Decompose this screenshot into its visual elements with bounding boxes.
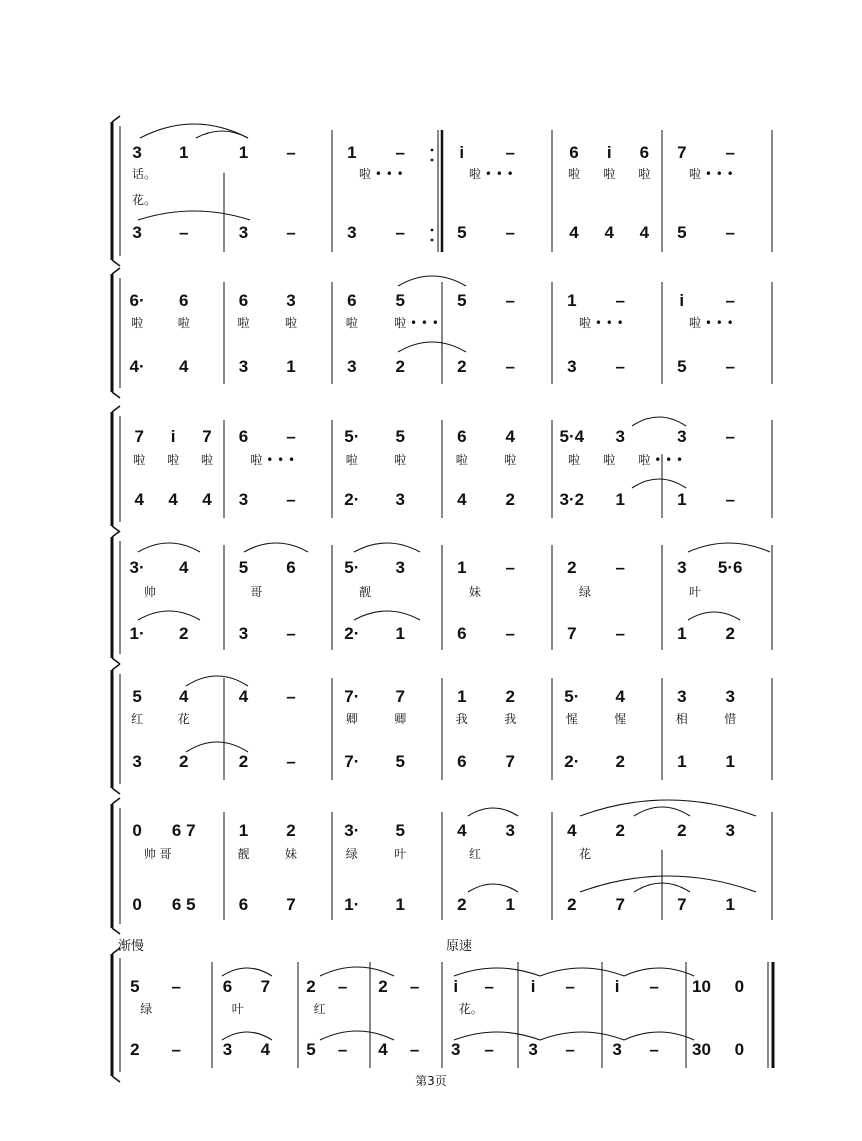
lyric-syllable: 卿	[345, 712, 358, 726]
lower-note: 3	[347, 357, 357, 376]
upper-note: 5	[130, 977, 140, 996]
lower-note: 2	[178, 752, 189, 771]
system-bracket-cap	[112, 531, 120, 537]
upper-note: 5·4	[559, 427, 585, 446]
lower-note: 1	[395, 895, 405, 914]
lower-note: 7	[505, 752, 515, 771]
lower-note: 3	[238, 624, 249, 643]
slur	[244, 543, 308, 552]
lower-note: 2·	[344, 490, 360, 509]
lower-note: 4	[378, 1040, 388, 1059]
lower-note: –	[286, 752, 296, 771]
upper-note: 3	[725, 821, 735, 840]
upper-note: 3	[677, 687, 687, 706]
upper-note: 2	[505, 687, 515, 706]
upper-note: –	[565, 977, 575, 996]
lower-note: 5	[395, 752, 405, 771]
lower-note: 2	[457, 895, 467, 914]
upper-note: 6	[457, 427, 467, 446]
lyric-syllable: 啦 • • •	[469, 167, 514, 181]
ritardando-mark: 渐慢	[118, 939, 145, 954]
upper-note: 3·	[344, 821, 360, 840]
upper-note: 3	[615, 427, 625, 446]
tie	[186, 742, 248, 752]
lower-note: 4	[569, 223, 579, 242]
system-bracket-cap	[112, 664, 120, 670]
upper-note: 6	[347, 291, 357, 310]
upper-note: 7	[677, 143, 687, 162]
lower-note: 2	[178, 624, 189, 643]
lyric-syllable: 红	[131, 712, 144, 726]
lower-note: –	[286, 223, 296, 242]
lyric-syllable: 惜	[724, 712, 737, 726]
lyric-syllable: 啦	[345, 453, 358, 467]
lower-note: 3	[132, 223, 142, 242]
upper-note: 1	[238, 143, 249, 162]
system-bracket-cap	[112, 788, 120, 794]
lower-note: 3	[528, 1040, 538, 1059]
upper-note: 4	[457, 821, 467, 840]
lower-note: 6 5	[171, 895, 196, 914]
lower-note: –	[286, 490, 296, 509]
lower-note: 3	[238, 490, 249, 509]
lyric-syllable: 绿	[140, 1002, 153, 1016]
upper-note: 4	[615, 687, 625, 706]
slur	[688, 612, 740, 620]
lower-note: 4	[260, 1040, 271, 1059]
upper-note: 7	[134, 427, 144, 446]
slur	[222, 1032, 272, 1040]
lyric-syllable: 我	[455, 712, 468, 726]
lower-note: –	[484, 1040, 494, 1059]
upper-note: 7	[260, 977, 271, 996]
lower-note: 4·	[129, 357, 145, 376]
upper-note: 2	[615, 821, 625, 840]
tie	[454, 1032, 540, 1040]
lower-note: –	[505, 624, 515, 643]
lower-note: –	[171, 1040, 182, 1059]
slur	[138, 543, 200, 552]
upper-note: i	[606, 143, 612, 162]
slur	[138, 611, 200, 620]
lower-note: 1	[505, 895, 515, 914]
slur	[580, 800, 756, 816]
lyric-syllable: 花。	[132, 193, 157, 207]
lyric-syllable: 叶	[231, 1002, 244, 1016]
tie	[540, 1032, 624, 1040]
lower-note: 3	[132, 752, 142, 771]
lyric-syllable: 啦	[201, 453, 214, 467]
lyric-syllable: 啦 • • •	[689, 167, 734, 181]
upper-note: 5	[238, 558, 249, 577]
upper-note: 6	[569, 143, 579, 162]
lyric-syllable: 绿	[345, 847, 358, 861]
lyric-syllable: 啦	[167, 453, 180, 467]
system-bracket-cap	[112, 406, 120, 412]
lower-note: 5	[306, 1040, 316, 1059]
upper-note: 3	[677, 427, 687, 446]
lower-note: 2	[395, 357, 405, 376]
lower-note: 0	[132, 895, 142, 914]
lyric-syllable: 我	[504, 712, 517, 726]
lyric-syllable: 惺	[565, 712, 578, 726]
upper-note: 6	[639, 143, 650, 162]
lyric-syllable: 啦	[177, 316, 190, 330]
upper-note: 4	[567, 821, 577, 840]
upper-note: 5·	[344, 558, 360, 577]
lower-note: 6	[457, 752, 467, 771]
upper-note: –	[286, 687, 296, 706]
lower-note: –	[725, 357, 735, 376]
lower-note: 2	[567, 895, 577, 914]
repeat-dot	[431, 229, 434, 232]
lower-note: 1	[286, 357, 296, 376]
upper-note: –	[725, 291, 735, 310]
upper-note: 3	[677, 558, 687, 577]
upper-note: 3·	[129, 558, 145, 577]
upper-note: 3	[725, 687, 735, 706]
lyric-syllable: 妹	[284, 847, 297, 861]
lower-note: –	[565, 1040, 575, 1059]
upper-note: 2	[378, 977, 388, 996]
lower-note: 2·	[344, 624, 360, 643]
lower-note: 2	[130, 1040, 140, 1059]
lower-note: 3	[222, 1040, 233, 1059]
upper-note: –	[725, 143, 735, 162]
repeat-dot	[431, 239, 434, 242]
upper-note: –	[337, 977, 348, 996]
lyric-syllable: 啦 • • •	[638, 453, 684, 467]
lower-note: –	[337, 1040, 348, 1059]
upper-note: –	[286, 427, 296, 446]
upper-note: 1	[238, 821, 249, 840]
lyric-syllable: 话。	[132, 167, 157, 181]
lower-note: 3	[450, 1040, 461, 1059]
upper-note: 4	[178, 558, 189, 577]
lower-note: 6	[457, 624, 467, 643]
upper-note: –	[649, 977, 659, 996]
lyric-syllable: 叶	[394, 847, 407, 861]
tie	[320, 967, 394, 976]
lower-note: 5	[457, 223, 467, 242]
tie	[632, 417, 686, 426]
upper-note: 5	[132, 687, 142, 706]
upper-note: 5	[395, 427, 405, 446]
upper-note: i	[679, 291, 685, 310]
slur	[140, 124, 248, 138]
upper-note: 4	[238, 687, 249, 706]
upper-note: 6	[238, 291, 249, 310]
lower-note: 1	[725, 752, 735, 771]
lower-note: 2	[457, 357, 467, 376]
lower-note: 2·	[564, 752, 580, 771]
lower-note: 1·	[129, 624, 145, 643]
lyric-syllable: 啦 • • •	[579, 316, 624, 330]
upper-note: 6	[222, 977, 233, 996]
lower-note: 1·	[344, 895, 360, 914]
upper-note: 1	[457, 687, 467, 706]
lower-note: –	[395, 223, 405, 242]
lower-note: 30	[692, 1040, 711, 1059]
lyric-syllable: 啦	[638, 167, 651, 181]
upper-note: 1	[567, 291, 577, 310]
lower-note: 2	[615, 752, 625, 771]
lower-note: 1	[615, 490, 625, 509]
upper-note: 6 7	[171, 821, 196, 840]
upper-note: 10	[692, 977, 711, 996]
lower-note: 4	[134, 490, 144, 509]
upper-note: 7	[202, 427, 212, 446]
repeat-dot	[431, 149, 434, 152]
tie	[320, 1031, 394, 1040]
upper-note: 3	[505, 821, 515, 840]
upper-note: –	[615, 558, 625, 577]
upper-note: –	[505, 558, 515, 577]
upper-note: –	[484, 977, 494, 996]
lower-note: 0	[734, 1040, 745, 1059]
upper-note: –	[505, 291, 515, 310]
lyric-syllable: 卿	[394, 712, 407, 726]
lower-note: 5	[677, 357, 687, 376]
lyric-syllable: 叶	[689, 585, 702, 599]
lower-note: –	[615, 624, 625, 643]
lyric-syllable: 帅 哥	[143, 847, 172, 861]
lower-note: 7	[677, 895, 687, 914]
upper-note: 7	[395, 687, 405, 706]
tie	[634, 807, 690, 816]
lyric-syllable: 啦 • • •	[394, 316, 439, 330]
lyric-syllable: 啦	[345, 316, 358, 330]
lyric-syllable: 靓	[359, 585, 372, 599]
slur	[468, 808, 518, 816]
lower-note: 3	[612, 1040, 622, 1059]
lower-note: 7·	[344, 752, 360, 771]
upper-note: 4	[505, 427, 515, 446]
lyric-syllable: 啦	[237, 316, 250, 330]
upper-note: 2	[306, 977, 316, 996]
upper-note: 0	[734, 977, 745, 996]
lower-note: 3·2	[559, 490, 585, 509]
lyric-syllable: 啦	[133, 453, 146, 467]
upper-note: 2	[677, 821, 687, 840]
system-bracket-cap	[112, 798, 120, 804]
upper-note: 1	[178, 143, 189, 162]
slur	[580, 876, 756, 892]
lyric-syllable: 花	[177, 712, 190, 726]
lyric-syllable: 啦 • • •	[689, 316, 734, 330]
upper-note: 2	[567, 558, 577, 577]
lower-note: 4	[604, 223, 614, 242]
lyric-syllable: 惺	[614, 712, 627, 726]
lower-note: –	[725, 490, 735, 509]
slur	[222, 968, 272, 976]
lyric-syllable: 帅	[143, 585, 156, 599]
lower-note: 2	[725, 624, 735, 643]
upper-note: –	[171, 977, 182, 996]
lower-note: 4	[639, 223, 650, 242]
lower-note: 3	[238, 223, 249, 242]
lyric-syllable: 啦	[131, 316, 144, 330]
lower-note: –	[505, 357, 515, 376]
repeat-dot	[431, 159, 434, 162]
upper-note: 3	[395, 558, 405, 577]
upper-note: –	[395, 143, 405, 162]
lyric-syllable: 啦	[603, 167, 616, 181]
upper-note: 7·	[344, 687, 360, 706]
lyric-syllable: 啦	[504, 453, 517, 467]
tie	[138, 211, 250, 220]
upper-note: 6	[238, 427, 249, 446]
lower-note: –	[615, 357, 625, 376]
lower-note: 3	[395, 490, 405, 509]
tie	[196, 131, 248, 138]
lyric-syllable: 相	[675, 712, 688, 726]
lyric-syllable: 花。	[458, 1002, 483, 1016]
lower-note: 3	[347, 223, 357, 242]
lyric-syllable: 啦	[394, 453, 407, 467]
lyric-syllable: 啦 • • •	[359, 167, 404, 181]
upper-note: –	[505, 143, 515, 162]
upper-note: 5	[457, 291, 467, 310]
upper-note: –	[725, 427, 735, 446]
upper-note: 5·	[564, 687, 580, 706]
upper-note: 1	[457, 558, 467, 577]
lower-note: 7	[286, 895, 296, 914]
tie	[624, 968, 694, 976]
lyric-syllable: 红	[313, 1002, 326, 1016]
slur	[688, 543, 770, 552]
lyric-syllable: 啦	[568, 167, 581, 181]
lower-note: –	[725, 223, 735, 242]
a-tempo-mark: 原速	[446, 939, 473, 954]
lyric-syllable: 啦	[603, 453, 616, 467]
lyric-syllable: 红	[469, 847, 482, 861]
lower-note: 5	[677, 223, 687, 242]
lower-note: 1	[725, 895, 735, 914]
upper-note: 5	[395, 291, 405, 310]
lyric-syllable: 妹	[469, 585, 482, 599]
slur	[354, 611, 420, 620]
lower-note: 3	[238, 357, 249, 376]
system-bracket-cap	[112, 260, 120, 266]
upper-note: 6	[286, 558, 296, 577]
upper-note: 5·6	[717, 558, 743, 577]
lower-note: 4	[457, 490, 467, 509]
lyric-syllable: 啦	[455, 453, 468, 467]
lower-note: 4	[168, 490, 178, 509]
lyric-syllable: 靓	[237, 847, 250, 861]
system-bracket-cap	[112, 1076, 120, 1082]
lower-note: 7	[567, 624, 577, 643]
system-bracket-cap	[112, 392, 120, 398]
tie	[540, 968, 624, 976]
lyric-syllable: 花	[579, 847, 592, 861]
lower-note: –	[649, 1040, 659, 1059]
upper-note: –	[409, 977, 420, 996]
upper-note: 5	[395, 821, 405, 840]
lyric-syllable: 啦 • • •	[250, 453, 296, 467]
upper-note: 5·	[344, 427, 360, 446]
upper-note: i	[453, 977, 459, 996]
upper-note: 3	[132, 143, 142, 162]
lower-note: –	[178, 223, 189, 242]
lower-note: 1	[677, 490, 687, 509]
tie	[624, 1032, 694, 1040]
lower-note: –	[286, 624, 296, 643]
lower-note: –	[505, 223, 515, 242]
upper-note: i	[459, 143, 465, 162]
upper-note: –	[615, 291, 625, 310]
lyric-syllable: 啦	[568, 453, 581, 467]
upper-note: 1	[347, 143, 357, 162]
upper-note: i	[614, 977, 620, 996]
lower-note: 3	[567, 357, 577, 376]
upper-note: i	[530, 977, 536, 996]
system-bracket-cap	[112, 268, 120, 274]
upper-note: 0	[132, 821, 142, 840]
system-bracket-cap	[112, 928, 120, 934]
lower-note: 1	[677, 752, 687, 771]
page-number: 第3页	[415, 1074, 447, 1088]
upper-note: 2	[286, 821, 296, 840]
tie	[632, 479, 686, 488]
lower-note: 1	[677, 624, 687, 643]
upper-note: 3	[286, 291, 296, 310]
lyric-syllable: 绿	[579, 585, 592, 599]
upper-note: i	[170, 427, 176, 446]
tie	[454, 968, 540, 976]
lower-note: 4	[178, 357, 189, 376]
lower-note: –	[409, 1040, 420, 1059]
lower-note: 1	[395, 624, 405, 643]
lower-note: 4	[202, 490, 212, 509]
tie	[186, 676, 248, 686]
lower-note: 6	[238, 895, 249, 914]
lower-note: 7	[615, 895, 625, 914]
tie	[398, 342, 466, 352]
upper-note: –	[286, 143, 296, 162]
slur	[354, 543, 420, 552]
system-bracket-cap	[112, 116, 120, 122]
lyric-syllable: 哥	[250, 585, 263, 599]
lyric-syllable: 啦	[284, 316, 297, 330]
upper-note: 4	[178, 687, 189, 706]
lower-note: 2	[505, 490, 515, 509]
upper-note: 6	[178, 291, 189, 310]
system-bracket-cap	[112, 658, 120, 664]
upper-note: 6·	[129, 291, 145, 310]
lower-note: 2	[238, 752, 249, 771]
tie	[398, 276, 466, 286]
slur	[468, 884, 518, 892]
